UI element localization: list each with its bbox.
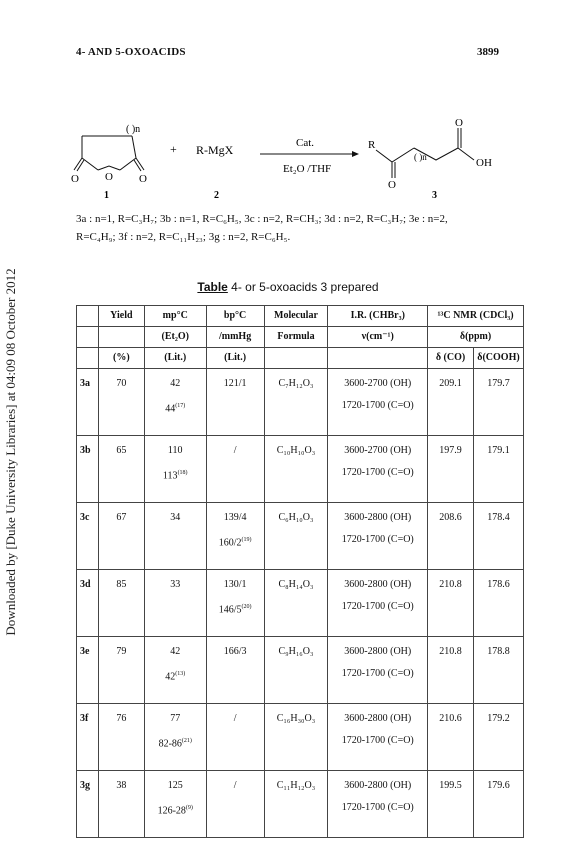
yield-line: [99, 775, 144, 797]
nmr-co-value: 197.9: [439, 445, 462, 456]
ir-cell: [328, 771, 428, 838]
bp-value: /: [233, 780, 237, 791]
yield-value: 76: [116, 713, 127, 724]
nmr-co-cell: [428, 570, 474, 637]
header-mp: mp°C: [144, 306, 206, 327]
nmr-cooh-line: [474, 641, 523, 663]
ir-co-line: [328, 596, 427, 618]
ir-oh-value: 3600-2700 (OH): [344, 378, 412, 389]
nmr-cooh-line: [474, 574, 523, 596]
compound-id: [80, 574, 98, 596]
compound-id-text: 3g: [80, 780, 90, 791]
compound-id-cell: [77, 570, 99, 637]
nmr-co-value: 210.8: [439, 579, 462, 590]
ir-oh-line: [328, 574, 427, 596]
nmr-cooh-line: [474, 440, 523, 462]
nmr-co-cell: [428, 436, 474, 503]
bp-line: [207, 574, 264, 596]
mp-cell: [144, 369, 206, 436]
nmr-co-line: [428, 507, 473, 529]
ir-oh-line: [328, 708, 427, 730]
mp-line: [145, 507, 206, 529]
compound-id: [80, 641, 98, 663]
yield-cell: [98, 570, 144, 637]
nmr-co-cell: [428, 771, 474, 838]
mp-value: 33: [170, 579, 181, 590]
yield-line: [99, 641, 144, 663]
bp-cell: [206, 570, 264, 637]
nmr-co-line: [428, 373, 473, 395]
nmr-co-line: [428, 708, 473, 730]
header-delta-cooh: δ(COOH): [473, 348, 523, 369]
nmr-cooh-cell: [473, 570, 523, 637]
nmr-co-value: 199.5: [439, 780, 462, 791]
formula-value: C₁₀H₁₀O₃: [276, 445, 316, 456]
bp-line: [207, 641, 264, 663]
grignard-reagent: R-MgX: [196, 143, 234, 157]
yield-cell: [98, 771, 144, 838]
compound-id-cell: [77, 771, 99, 838]
bp-line: [207, 775, 264, 797]
formula-line: [265, 373, 328, 395]
bp-line: [207, 440, 264, 462]
product-r: R: [368, 139, 376, 151]
nmr-co-value: 209.1: [439, 378, 462, 389]
ir-oh-value: 3600-2800 (OH): [344, 646, 412, 657]
yield-cell: [98, 436, 144, 503]
nmr-co-cell: [428, 704, 474, 771]
bp-line: [207, 373, 264, 395]
nmr-cooh-line: [474, 775, 523, 797]
compound-id-text: 3c: [80, 512, 90, 523]
yield-cell: [98, 704, 144, 771]
formula-cell: [264, 436, 328, 503]
mp-cell: [144, 637, 206, 704]
ir-oh-line: [328, 440, 427, 462]
anhydride-o-ring: O: [105, 171, 113, 183]
ir-oh-value: 3600-2800 (OH): [344, 579, 412, 590]
yield-cell: [98, 503, 144, 570]
mp-line: [145, 574, 206, 596]
formula-line: [265, 507, 328, 529]
formula-line: [265, 574, 328, 596]
download-note-text: Downloaded by [Duke University Libraries] at 04:09 08 October 2012: [3, 268, 18, 636]
formula-value: C₁₁H₁₂O₃: [276, 780, 316, 791]
header-yield-blank: [98, 327, 144, 348]
compound-id: [80, 708, 98, 730]
bp-value: 121/1: [223, 378, 247, 389]
yield-value: 70: [116, 378, 127, 389]
header-nmr: ¹³C NMR (CDCl₃): [428, 306, 524, 327]
bp-value: 166/3: [223, 646, 247, 657]
ir-oh-line: [328, 507, 427, 529]
bp-value: /: [233, 713, 237, 724]
ir-cell: [328, 704, 428, 771]
compound-id: [80, 775, 98, 797]
mp-line: [145, 708, 206, 730]
ir-oh-value: 3600-2800 (OH): [344, 713, 412, 724]
bp-cell: [206, 503, 264, 570]
formula-cell: [264, 570, 328, 637]
compound-3-label: 3: [432, 190, 437, 201]
ir-co-value: 1720-1700 (C=O): [341, 601, 414, 612]
formula-line: [265, 775, 328, 797]
header-nmr-unit: δ(ppm): [428, 327, 524, 348]
compound-id-cell: [77, 704, 99, 771]
nmr-cooh-cell: [473, 369, 523, 436]
bp-cell: [206, 771, 264, 838]
compound-id-cell: [77, 503, 99, 570]
table-row: [77, 570, 524, 637]
table-row: [77, 436, 524, 503]
nmr-cooh-value: 178.6: [487, 579, 510, 590]
nmr-cooh-value: 179.7: [487, 378, 510, 389]
mp-line: [145, 775, 206, 797]
header-id-blank-3: [77, 348, 99, 369]
mp-lit-line: [145, 395, 206, 420]
bp-cell: [206, 704, 264, 771]
ir-co-line: [328, 395, 427, 417]
header-ir: I.R. (CHBr₃): [328, 306, 428, 327]
header-bp-lit: (Lit.): [206, 348, 264, 369]
ir-co-value: 1720-1700 (C=O): [341, 735, 414, 746]
nmr-co-cell: [428, 637, 474, 704]
page-number: 3899: [477, 46, 499, 58]
ir-co-line: [328, 663, 427, 685]
mp-ref: (18): [177, 470, 188, 476]
mp-lit-line: [145, 730, 206, 755]
yield-line: [99, 373, 144, 395]
nmr-cooh-line: [474, 507, 523, 529]
mp-lit-value: 126-28: [157, 805, 186, 817]
compound-legend: [76, 210, 516, 246]
ir-cell: [328, 503, 428, 570]
compound-2-label: 2: [214, 190, 219, 201]
table-row: [77, 503, 524, 570]
ir-oh-line: [328, 775, 427, 797]
ir-co-line: [328, 797, 427, 819]
product-keto-o: O: [388, 179, 396, 191]
ir-oh-line: [328, 641, 427, 663]
formula-value: C₈H₁₄O₃: [278, 579, 314, 590]
header-formula: Formula: [264, 327, 328, 348]
nmr-co-cell: [428, 369, 474, 436]
header-bp-unit: /mmHg: [206, 327, 264, 348]
nmr-cooh-line: [474, 708, 523, 730]
bp-lit-line: [207, 529, 264, 554]
arrow-top-label: Cat.: [296, 137, 315, 149]
mp-lit-line: [145, 462, 206, 487]
table-row: [77, 369, 524, 436]
table-body: [77, 369, 524, 838]
bp-line: [207, 507, 264, 529]
compound-id-cell: [77, 637, 99, 704]
mp-lit-line: [145, 663, 206, 688]
bp-ref: (19): [241, 537, 252, 543]
nmr-co-value: 208.6: [439, 512, 462, 523]
nmr-cooh-value: 178.8: [487, 646, 510, 657]
yield-line: [99, 507, 144, 529]
header-ir-unit: ν(cm⁻¹): [328, 327, 428, 348]
yield-line: [99, 708, 144, 730]
mp-cell: [144, 436, 206, 503]
nmr-cooh-value: 178.4: [487, 512, 510, 523]
formula-line: [265, 641, 328, 663]
ir-co-value: 1720-1700 (C=O): [341, 467, 414, 478]
mp-lit-value: 44: [165, 403, 176, 415]
ir-oh-line: [328, 373, 427, 395]
ir-co-line: [328, 529, 427, 551]
yield-value: 85: [116, 579, 127, 590]
bp-cell: [206, 436, 264, 503]
compound-id: [80, 507, 98, 529]
header-mp-solvent: (Et₂O): [144, 327, 206, 348]
ir-oh-value: 3600-2800 (OH): [344, 512, 412, 523]
product-n-label: ( )n: [414, 152, 427, 162]
header-formula-blank: [264, 348, 328, 369]
bp-value: /: [233, 445, 237, 456]
compound-id-text: 3f: [80, 713, 89, 724]
nmr-co-cell: [428, 503, 474, 570]
ir-cell: [328, 369, 428, 436]
yield-cell: [98, 637, 144, 704]
mp-lit-value: 42: [165, 671, 176, 683]
legend-line-1: 3a : n=1, R=C₃H₇; 3b : n=1, R=C₆H₅, 3c : n=2, R=CH₃; 3d : n=2, R=C₃H₇; 3e : n=2,: [76, 213, 448, 225]
table-caption-text: 4- or 5-oxoacids 3 prepared: [227, 280, 379, 294]
ir-co-line: [328, 462, 427, 484]
header-id-blank-2: [77, 327, 99, 348]
nmr-co-line: [428, 440, 473, 462]
ir-co-line: [328, 730, 427, 752]
ir-cell: [328, 570, 428, 637]
bp-lit-value: 146/5: [218, 604, 242, 616]
formula-line: [265, 440, 328, 462]
product-oh: OH: [476, 157, 492, 169]
bp-cell: [206, 369, 264, 436]
header-yield-unit: (%): [98, 348, 144, 369]
yield-line: [99, 440, 144, 462]
nmr-co-line: [428, 775, 473, 797]
mp-lit-line: [145, 797, 206, 822]
mp-value: 125: [167, 780, 183, 791]
mp-line: [145, 641, 206, 663]
anhydride-n-label: ( )n: [126, 124, 141, 135]
ir-cell: [328, 436, 428, 503]
anhydride-structure: [74, 136, 144, 171]
ir-oh-value: 3600-2700 (OH): [344, 445, 412, 456]
nmr-cooh-cell: [473, 436, 523, 503]
mp-value: 110: [167, 445, 183, 456]
bp-lit-line: [207, 596, 264, 621]
yield-value: 67: [116, 512, 127, 523]
header-mp-lit: (Lit.): [144, 348, 206, 369]
mp-line: [145, 440, 206, 462]
anhydride-o-right: O: [139, 173, 147, 185]
compound-id-cell: [77, 436, 99, 503]
nmr-co-value: 210.8: [439, 646, 462, 657]
header-yield: Yield: [98, 306, 144, 327]
mp-value: 42: [170, 646, 181, 657]
nmr-cooh-value: 179.2: [487, 713, 510, 724]
formula-cell: [264, 503, 328, 570]
table-caption: [0, 280, 576, 294]
yield-value: 65: [116, 445, 127, 456]
compound-id: [80, 440, 98, 462]
header-delta-co: δ (CO): [428, 348, 474, 369]
bp-value: 139/4: [223, 512, 247, 523]
reaction-arrowhead: [352, 151, 359, 157]
yield-line: [99, 574, 144, 596]
nmr-cooh-cell: [473, 637, 523, 704]
compound-id-cell: [77, 369, 99, 436]
nmr-cooh-line: [474, 373, 523, 395]
compound-id-text: 3e: [80, 646, 90, 657]
header-ir-blank: [328, 348, 428, 369]
table-row: [77, 704, 524, 771]
nmr-cooh-value: 179.6: [487, 780, 510, 791]
mp-line: [145, 373, 206, 395]
nmr-co-line: [428, 641, 473, 663]
mp-cell: [144, 503, 206, 570]
nmr-cooh-value: 179.1: [487, 445, 510, 456]
mp-lit-value: 82-86: [158, 738, 182, 750]
table-row: [77, 637, 524, 704]
nmr-co-value: 210.6: [439, 713, 462, 724]
bp-value: 130/1: [223, 579, 247, 590]
table-caption-label: Table: [197, 280, 228, 294]
compound-1-label: 1: [104, 190, 109, 201]
mp-ref: (17): [175, 403, 186, 409]
product-acid-o: O: [455, 117, 463, 129]
formula-cell: [264, 704, 328, 771]
nmr-co-line: [428, 574, 473, 596]
nmr-cooh-cell: [473, 704, 523, 771]
mp-lit-value: 113: [162, 470, 178, 482]
formula-value: C₉H₁₆O₃: [278, 646, 314, 657]
formula-value: C₁₆H₃₀O₃: [276, 713, 316, 724]
arrow-bottom-label: Et₂O /THF: [283, 163, 332, 175]
yield-value: 79: [116, 646, 127, 657]
yield-value: 38: [116, 780, 127, 791]
ir-co-value: 1720-1700 (C=O): [341, 802, 414, 813]
compound-id-text: 3a: [80, 378, 90, 389]
ir-co-value: 1720-1700 (C=O): [341, 668, 414, 679]
mp-ref: (9): [185, 805, 193, 811]
formula-value: C₇H₁₂O₃: [278, 378, 314, 389]
nmr-cooh-cell: [473, 503, 523, 570]
mp-ref: (21): [181, 738, 192, 744]
legend-line-2: R=C₄H₉; 3f : n=2, R=C₁₁H₂₃; 3g : n=2, R=C₆H₅.: [76, 231, 291, 243]
header-molecular: Molecular: [264, 306, 328, 327]
header-bp: bp°C: [206, 306, 264, 327]
nmr-cooh-cell: [473, 771, 523, 838]
running-header-title: 4- AND 5-OXOACIDS: [76, 46, 186, 58]
ir-cell: [328, 637, 428, 704]
mp-cell: [144, 570, 206, 637]
formula-line: [265, 708, 328, 730]
ir-co-value: 1720-1700 (C=O): [341, 400, 414, 411]
mp-ref: (13): [175, 671, 186, 677]
mp-value: 77: [170, 713, 181, 724]
header-id-blank: [77, 306, 99, 327]
mp-value: 34: [170, 512, 181, 523]
anhydride-o-left: O: [71, 173, 79, 185]
compound-id-text: 3b: [80, 445, 91, 456]
ir-co-value: 1720-1700 (C=O): [341, 534, 414, 545]
ir-oh-value: 3600-2800 (OH): [344, 780, 412, 791]
formula-cell: [264, 369, 328, 436]
compound-id-text: 3d: [80, 579, 91, 590]
bp-lit-value: 160/2: [218, 537, 242, 549]
formula-cell: [264, 771, 328, 838]
reaction-scheme: [71, 108, 516, 206]
table-row: [77, 771, 524, 838]
yield-cell: [98, 369, 144, 436]
mp-cell: [144, 771, 206, 838]
compound-id: [80, 373, 98, 395]
mp-cell: [144, 704, 206, 771]
bp-ref: (20): [241, 604, 252, 610]
plus-sign: +: [170, 142, 177, 156]
bp-line: [207, 708, 264, 730]
download-watermark: [0, 0, 22, 864]
mp-value: 42: [170, 378, 181, 389]
formula-cell: [264, 637, 328, 704]
formula-value: C₆H₁₀O₃: [278, 512, 314, 523]
bp-cell: [206, 637, 264, 704]
oxoacid-data-table: [76, 305, 524, 838]
